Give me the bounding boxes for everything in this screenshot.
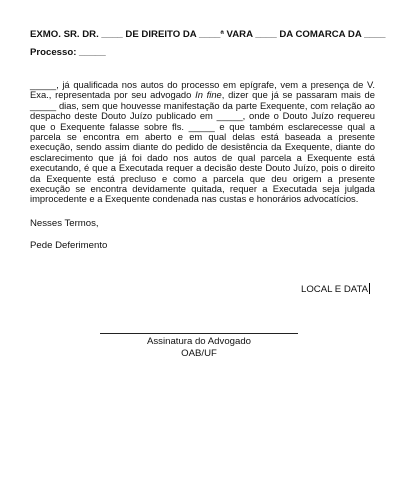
- closing-terms: Nesses Termos,: [30, 218, 99, 229]
- process-number: Processo: _____: [30, 47, 106, 58]
- petition-body: [30, 80, 375, 205]
- signature-block: [100, 336, 298, 359]
- petition-paragraph: [30, 80, 375, 205]
- oab-label: OAB/UF: [181, 347, 217, 359]
- petition-text-italic: In fine: [195, 89, 222, 101]
- signature-line: [100, 333, 298, 334]
- petition-text-part1: _____, já qualificada nos autos do processo em epígrafe, vem a presença de V. Exa., representada por seu advogado: [30, 79, 375, 101]
- local-data-text: LOCAL E DATA: [301, 284, 368, 295]
- court-header: EXMO. SR. DR. ____ DE DIREITO DA ____ª VARA ____ DA COMARCA DA ____: [30, 29, 386, 40]
- text-cursor: [369, 283, 370, 294]
- petition-text-part2: , dizer que já se passaram mais de _____ dias, sem que houvesse manifestação da parte Exequente, com relação ao despacho deste Douto Juízo publicado em _____, onde o Douto Juízo requereu que o Exequente falasse sobre fls. _____ e que também esclarecesse qual a parcela se encontra em aberto e em qual delas está baseada a presente execução, sendo assim diante do pedido de desistência da Exequente, diante do esclarecimento que já foi dado nos autos de qual parcela a Exequente está executando, é que a Executada requer a decisão deste Douto Juízo, pois o direito da Exequente está precluso e como a parcela que deu origem a presente execução se encontra devidamente quitada, requer a Executada seja julgada improcedente e a Exequente condenada nas custas e honorários advocatícios.: [30, 89, 375, 205]
- local-data-field[interactable]: [301, 283, 370, 295]
- signature-label: Assinatura do Advogado: [146, 336, 251, 347]
- closing-request: Pede Deferimento: [30, 240, 108, 251]
